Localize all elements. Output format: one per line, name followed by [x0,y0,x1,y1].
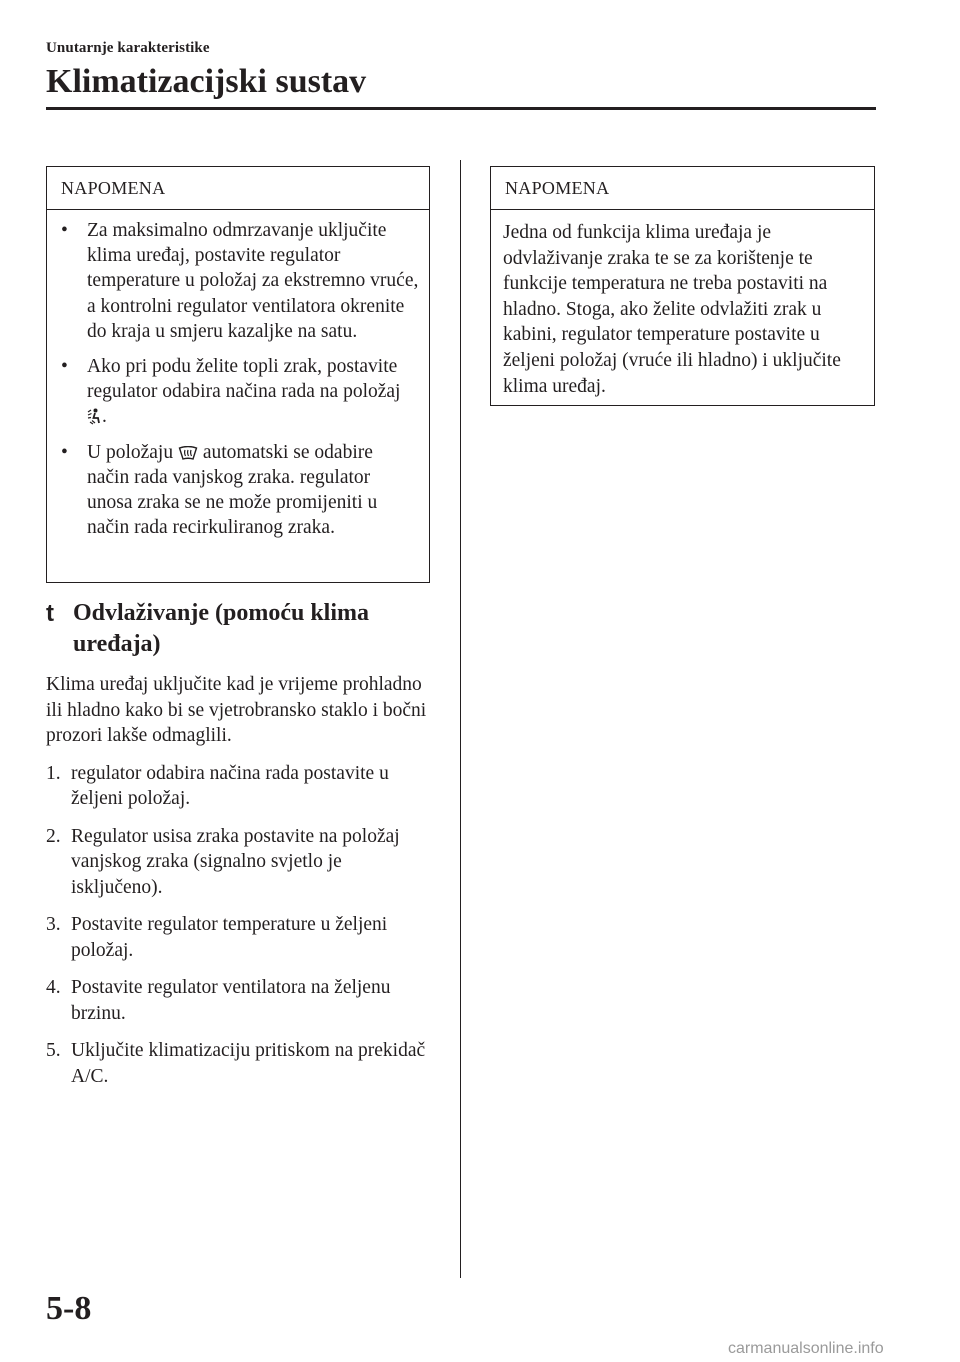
bullet-dot: • [61,441,68,463]
main-content [46,598,436,1089]
step-item [46,761,436,812]
note-item-text-end: . [102,406,107,428]
note-item-text: U položaju [87,441,178,463]
step-number: 2. [46,825,61,847]
note-body: Jedna od funkcija klima uređaja je odvlaživanje zraka te se za korištenje te funkcije temperatura ne treba postaviti na hladno. Stoga, ako želite odvlažiti zrak u kabini, regulator temperature postavite u željeni položaj (vruće ili hladno) i uključite klima uređaj. [503,222,841,397]
step-item [46,975,436,1026]
step-number: 1. [46,762,61,784]
step-text: Uključite klimatizaciju pritiskom na prekidač A/C. [71,1040,426,1087]
page-number: 5-8 [46,1290,92,1327]
step-number: 5. [46,1040,61,1061]
step-text: Regulator usisa zraka postavite na položaj vanjskog zraka (signalno svjetlo je isključeno). [71,825,400,898]
title-rule [46,107,876,110]
column-divider [460,160,461,1278]
note-item [59,218,419,344]
section-label: Unutarnje karakteristike [46,40,210,56]
note-item [59,440,419,541]
step-number: 3. [46,914,61,935]
note-item-text: Za maksimalno odmrzavanje uključite klima uređaj, postavite regulator temperature u položaj za ekstremno vruće, a kontrolni regulator ventilatora okrenite do kraja u smjeru kazaljke na satu. [87,220,419,342]
heading-marker: t [46,600,54,627]
note-item-text: Ako pri podu želite topli zrak, postavite regulator odabira načina rada na položaj [87,356,401,403]
step-text: Postavite regulator ventilatora na željenu brzinu. [71,977,391,1024]
note-title: NAPOMENA [491,167,874,210]
heading-text: Odvlaživanje (pomoću klima uređaja) [73,600,370,657]
bullet-dot: • [61,356,68,378]
note-item [59,354,419,430]
step-text: regulator odabira načina rada postavite u željeni položaj. [71,762,389,809]
step-item [46,912,436,963]
note-title: NAPOMENA [47,167,429,210]
note-box-right [490,166,875,406]
note-box-left [46,166,430,583]
watermark: carmanualsonline.info [728,1340,884,1357]
step-item [46,824,436,901]
step-text: Postavite regulator temperature u željeni položaj. [71,914,388,961]
step-item [46,1038,436,1089]
note-item-text-end: automatski se odabire način rada vanjskog zraka. regulator unosa zraka se ne može promijeniti u način rada recirkuliranog zraka. [87,441,378,539]
floor-windshield-mode-icon [87,408,102,425]
step-number: 4. [46,977,61,998]
defrost-mode-icon [178,446,198,461]
note-body [47,210,429,540]
bullet-dot: • [61,220,68,241]
page-title: Klimatizacijski sustav [46,63,367,100]
intro-paragraph: Klima uređaj uključite kad je vrijeme prohladno ili hladno kako bi se vjetrobransko staklo i bočni prozori lakše odmaglili. [46,674,427,746]
section-heading [46,598,436,660]
